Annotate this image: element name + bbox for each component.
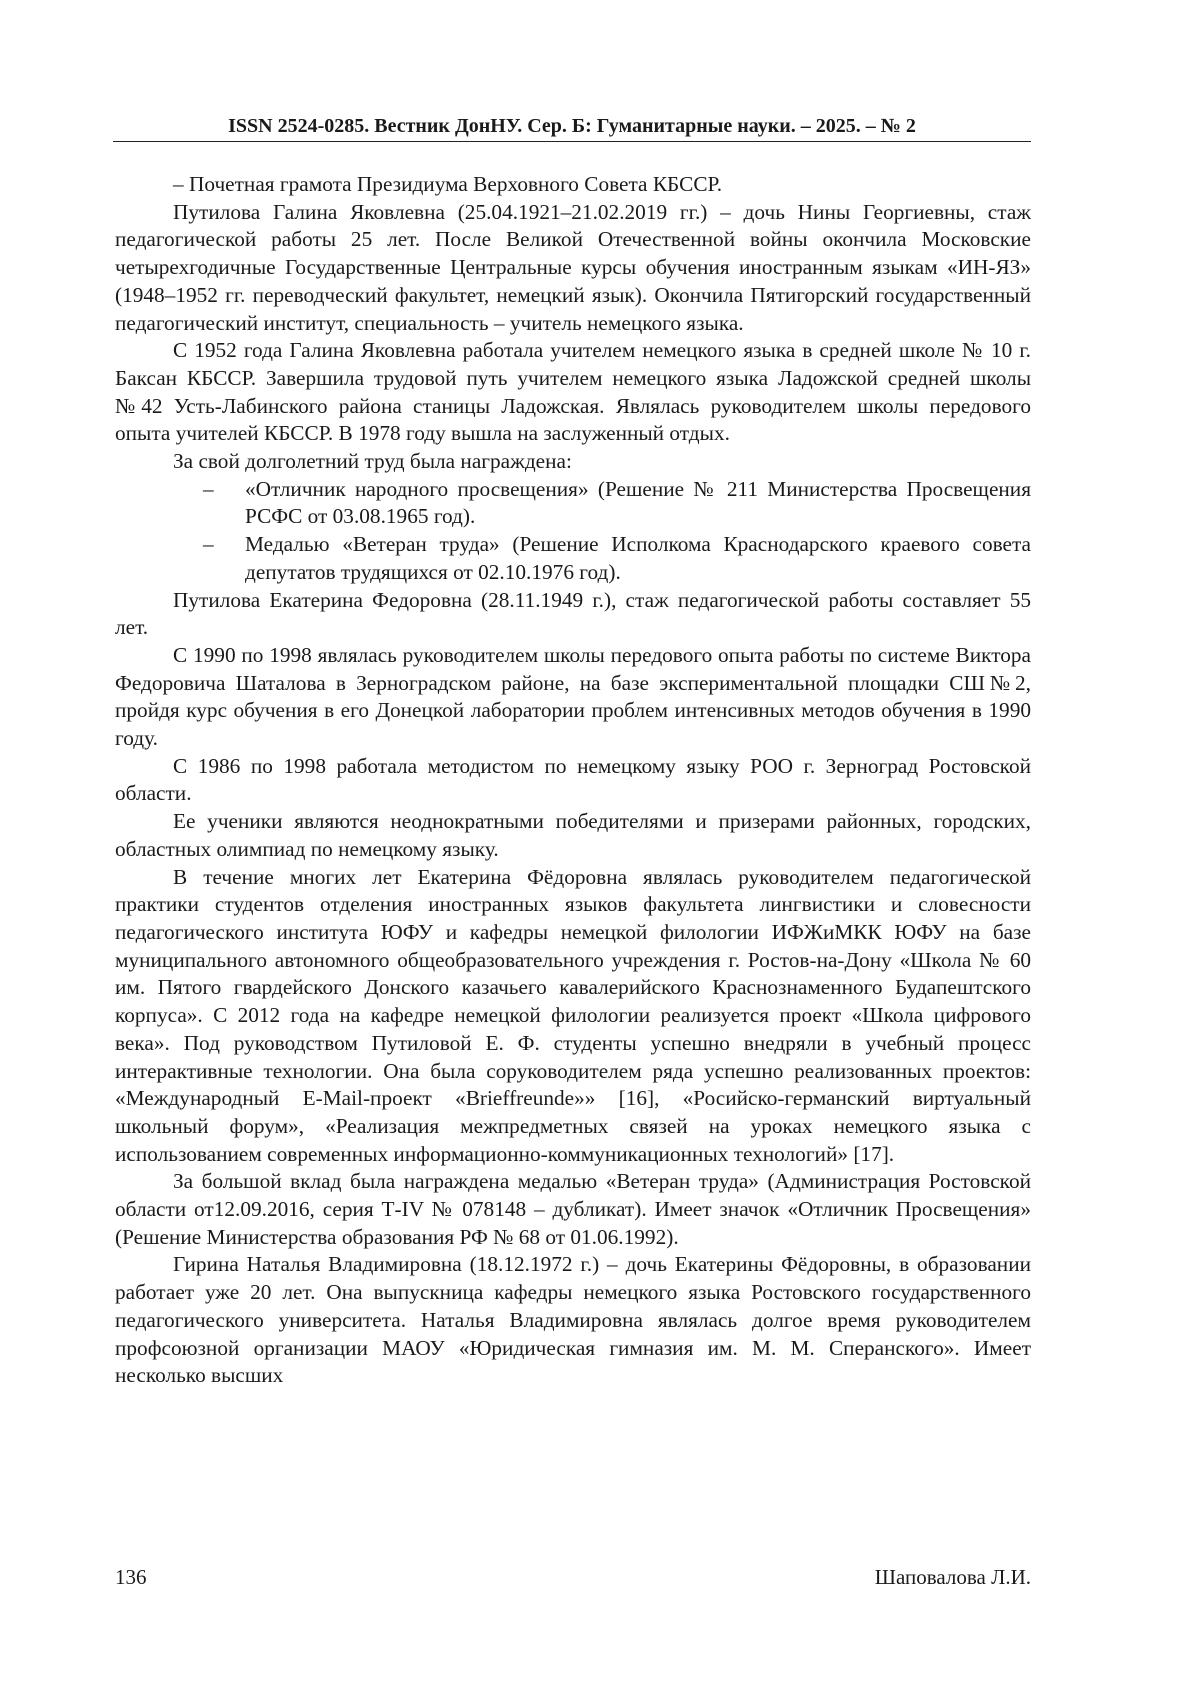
- paragraph-galina-career: С 1952 года Галина Яковлевна работала учителем немецкого языка в средней школе № 10 г. Баксан КБССР. Завершила трудовой путь учителем немецкого языка Ладожской средней школы №42 Усть-Лабинского района станицы Ладожская. Являлась руководителем школы передового опыта учителей КБССР. В 1978 году вышла на заслуженный отдых.: [115, 338, 1031, 446]
- running-header: ISSN 2524-0285. Вестник ДонНУ. Сер. Б: Гуманитарные науки. – 2025. – № 2: [228, 115, 916, 137]
- footer-author: Шаповалова Л.И.: [874, 1565, 1031, 1589]
- paragraph-award-certificate: – Почетная грамота Президиума Верховного Совета КБССР.: [173, 172, 723, 196]
- paragraph-pedagogical-practice: В течение многих лет Екатерина Фёдоровна являлась руководителем педагогической практики студентов отделения иностранных языков факультета лингвистики и словесности педагогического института ЮФУ и кафедры немецкой филологии ИФЖиМКК ЮФУ на базе муниципального автономного общеобразовательного учреждения г. Ростов-на-Дону «Школа № 60 им. Пятого гвардейского Донского казачьего кавалерийского Краснознаменного Будапештского корпуса». С 2012 года на кафедре немецкой филологии реализуется проект «Школа цифрового века». Под руководством Путиловой Е. Ф. студенты успешно внедряли в учебный процесс интерактивные технологии. Она была соруководителем ряда успешно реализованных проектов: «Международный E-Mail-проект «Brieffreunde»» [16], «Росийско-германский виртуальный школьный форум», «Реализация межпредметных связей на уроках немецкого языка с использованием современных информационно-коммуникационных технологий» [17].: [115, 864, 1031, 1166]
- list-dash: –: [203, 476, 214, 501]
- paragraph-veteran-medal: За большой вклад была награждена медалью «Ветеран труда» (Администрация Ростовской области от12.09.2016, серия Т-IV № 078148 – дубликат). Имеет значок «Отличник Просвещения» (Решение Министерства образования РФ № 68 от 01.06.1992).: [115, 1169, 1031, 1249]
- paragraph-methodist: С 1986 по 1998 работала методистом по немецкому языку РОО г. Зерноград Ростовской области.: [115, 753, 1031, 806]
- list-item: [115, 476, 1031, 531]
- list-item-text: Медалью «Ветеран труда» (Решение Исполкома Краснодарского краевого совета депутатов трудящихся от 02.10.1976 год).: [245, 532, 1031, 584]
- paragraph-putilova-ekaterina: Путилова Екатерина Федоровна (28.11.1949 г.), стаж педагогической работы составляет 55 лет.: [115, 587, 1031, 640]
- paragraph-putilova-galina: Путилова Галина Яковлевна (25.04.1921–21.02.2019 гг.) – дочь Нины Георгиевны, стаж педагогической работы 25 лет. После Великой Отечественной войны окончила Московские четырехгодичные Государственные Центральные курсы обучения иностранным языкам «ИН-ЯЗ» (1948–1952 гг. переводческий факультет, немецкий язык). Окончила Пятигорский государственный педагогический институт, специальность – учитель немецкого языка.: [115, 199, 1031, 335]
- header-rule: [113, 141, 1031, 142]
- paragraph-shatalov-school: С 1990 по 1998 являлась руководителем школы передового опыта работы по системе Виктора Федоровича Шаталова в Зерноградском районе, на базе экспериментальной площадки СШ№2, пройдя курс обучения в его Донецкой лаборатории проблем интенсивных методов обучения в 1990 году.: [115, 642, 1031, 751]
- article-body: [115, 171, 1031, 1390]
- paragraph-students-olympiads: Ее ученики являются неоднократными победителями и призерами районных, городских, областных олимпиад по немецкому языку.: [115, 809, 1031, 861]
- list-item: [115, 531, 1031, 586]
- paragraph-awards-intro: За свой долголетний труд была награждена:: [173, 449, 572, 474]
- paragraph-girina-natalya: Гирина Наталья Владимировна (18.12.1972 г.) – дочь Екатерины Фёдоровны, в образовании работает уже 20 лет. Она выпускница кафедры немецкого языка Ростовского государственного педагогического университета. Наталья Владимировна являлась долгое время руководителем профсоюзной организации МАОУ «Юридическая гимназия им. М. М. Сперанского». Имеет несколько высших: [115, 1252, 1031, 1388]
- page-number: 136: [115, 1565, 147, 1589]
- list-item-text: «Отличник народного просвещения» (Решение № 211 Министерства Просвещения РСФС от 03.08.1965 год).: [245, 476, 1031, 529]
- list-dash: –: [203, 532, 214, 557]
